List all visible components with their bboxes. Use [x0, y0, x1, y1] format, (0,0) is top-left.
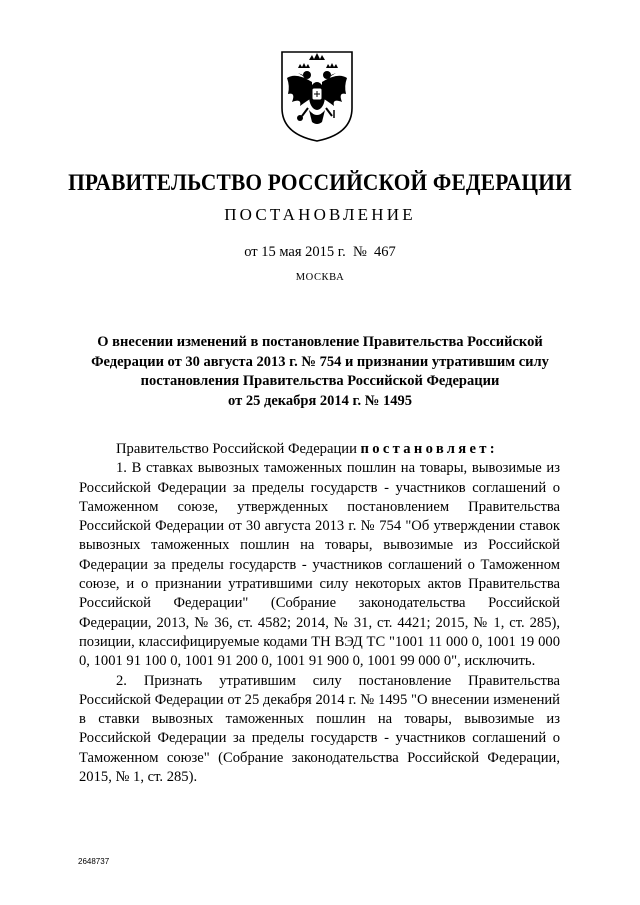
document-date-number: от 15 мая 2015 г. № 467: [244, 244, 396, 260]
document-type: ПОСТАНОВЛЕНИЕ: [224, 205, 416, 224]
intro-text: Правительство Российской Федерации: [116, 441, 361, 457]
document-id-number: 2648737: [78, 857, 110, 866]
paragraph-2: 2. Признать утратившим силу постановление Правительства Российской Федерации от 25 декабря 2014 г. № 1495 "О внесении изменений в ставки вывозных таможенных пошлин на товары, вывозимые из Российской Федерации за пределы государств - участников соглашений о Таможенном союзе" (Собрание законодательства Российской Федерации, 2015, № 1, ст. 285).: [79, 672, 560, 786]
document-subject: [80, 333, 560, 411]
resolves-word: постановляет:: [360, 441, 498, 457]
subject-line: от 25 декабря 2014 г. № 1495: [228, 392, 412, 409]
document-city: МОСКВА: [295, 272, 345, 283]
paragraph-1: 1. В ставках вывозных таможенных пошлин на товары, вывозимые из Российской Федерации за пределы государств - участников соглашений о Таможенном союзе, утвержденных постановлением Правительства Российской Федерации от 30 августа 2013 г. № 754 "Об утверждении ставок вывозных таможенных пошлин на товары, вывозимые из Российской Федерации за пределы государств - участников соглашений о Таможенном союзе, и о признании утратившими силу некоторых актов Правительства Российской Федерации" (Собрание законодательства Российской Федерации, 2013, № 36, ст. 4582; 2014, № 31, ст. 4421; 2015, № 1, ст. 285), позиции, классифицируемые кодами ТН ВЭД ТС "1001 11 000 0, 1001 19 000 0, 1001 91 100 0, 1001 91 200 0, 1001 91 900 0, 1001 99 000 0", исключить.: [79, 460, 560, 670]
intro-paragraph: [79, 440, 560, 459]
document-body: [79, 440, 560, 787]
subject-line: О внесении изменений в постановление Правительства Российской: [97, 334, 543, 350]
coat-of-arms-emblem: [278, 48, 356, 144]
subject-line: Федерации от 30 августа 2013 г. № 754 и признании утратившим силу: [91, 353, 549, 370]
government-title: ПРАВИТЕЛЬСТВО РОССИЙСКОЙ ФЕДЕРАЦИИ: [68, 170, 572, 195]
subject-line: постановления Правительства Российской Федерации: [140, 373, 500, 389]
